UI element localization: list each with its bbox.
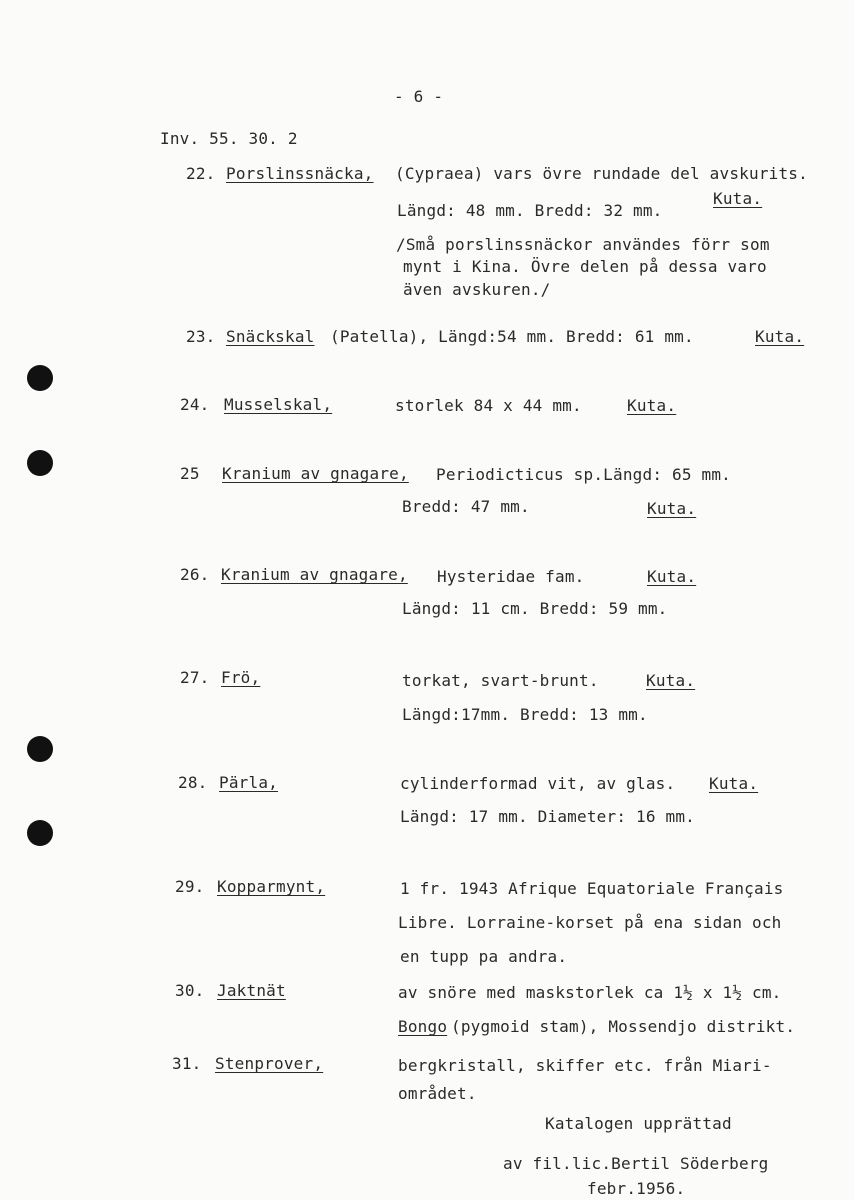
item-name: Musselskal, — [224, 395, 333, 414]
item-name: Frö, — [221, 668, 261, 687]
signature-line: Katalogen upprättad — [545, 1114, 732, 1133]
item-line: 1 fr. 1943 Afrique Equatoriale Français — [400, 879, 784, 898]
item-line: av snöre med maskstorlek ca 1½ x 1½ cm. — [398, 983, 782, 1002]
item-line: bergkristall, skiffer etc. från Miari- — [398, 1056, 772, 1075]
item-line: (Cypraea) vars övre rundade del avskurits. — [395, 164, 808, 183]
inventory-number: Inv. 55. 30. 2 — [160, 129, 298, 148]
item-number: 28. — [178, 773, 208, 792]
item-place: Kuta. — [713, 189, 763, 208]
item-name: Kranium av gnagare, — [221, 565, 408, 584]
item-number: 27. — [180, 668, 210, 687]
item-line: även avskuren./ — [403, 280, 551, 299]
item-name: Stenprover, — [215, 1054, 324, 1073]
item-line: (Patella), Längd:54 mm. Bredd: 61 mm. — [330, 327, 694, 346]
item-place: Kuta. — [627, 396, 677, 415]
item-name: Jaktnät — [217, 981, 286, 1000]
item-place: Kuta. — [755, 327, 805, 346]
item-place: Kuta. — [709, 774, 759, 793]
item-number: 29. — [175, 877, 205, 896]
item-line: Längd: 48 mm. Bredd: 32 mm. — [397, 201, 663, 220]
item-number: 24. — [180, 395, 210, 414]
item-line: mynt i Kina. Övre delen på dessa varo — [403, 257, 767, 276]
punch-hole — [27, 365, 53, 391]
signature-line: febr.1956. — [587, 1179, 686, 1198]
item-line: Längd:17mm. Bredd: 13 mm. — [402, 705, 648, 724]
item-line: Periodicticus sp.Längd: 65 mm. — [436, 465, 731, 484]
item-line: /Små porslinssnäckor användes förr som — [396, 235, 770, 254]
item-line: området. — [398, 1084, 477, 1103]
item-line: Bredd: 47 mm. — [402, 497, 530, 516]
item-name: Porslinssnäcka, — [226, 164, 374, 183]
item-name: Snäckskal — [226, 327, 315, 346]
item-number: 23. — [186, 327, 216, 346]
item-number: 25 — [180, 464, 200, 483]
item-line: Längd: 17 mm. Diameter: 16 mm. — [400, 807, 695, 826]
item-line: en tupp pa andra. — [400, 947, 568, 966]
item-place: Bongo — [398, 1017, 448, 1036]
item-line: Hysteridae fam. — [437, 567, 585, 586]
item-number: 26. — [180, 565, 210, 584]
item-place: Kuta. — [647, 499, 697, 518]
item-line: torkat, svart-brunt. — [402, 671, 599, 690]
item-line: Libre. Lorraine-korset på ena sidan och — [398, 913, 782, 932]
item-number: 31. — [172, 1054, 202, 1073]
item-line: cylinderformad vit, av glas. — [400, 774, 676, 793]
item-number: 30. — [175, 981, 205, 1000]
item-line: storlek 84 x 44 mm. — [395, 396, 582, 415]
item-name: Pärla, — [219, 773, 278, 792]
punch-hole — [27, 450, 53, 476]
punch-hole — [27, 820, 53, 846]
item-place: Kuta. — [646, 671, 696, 690]
item-number: 22. — [186, 164, 216, 183]
item-name: Kranium av gnagare, — [222, 464, 409, 483]
page-number: - 6 - — [394, 87, 444, 106]
item-line: Längd: 11 cm. Bredd: 59 mm. — [402, 599, 668, 618]
item-place: Kuta. — [647, 567, 697, 586]
signature-line: av fil.lic.Bertil Söderberg — [503, 1154, 769, 1173]
punch-hole — [27, 736, 53, 762]
item-name: Kopparmynt, — [217, 877, 326, 896]
item-line: (pygmoid stam), Mossendjo distrikt. — [451, 1017, 796, 1036]
